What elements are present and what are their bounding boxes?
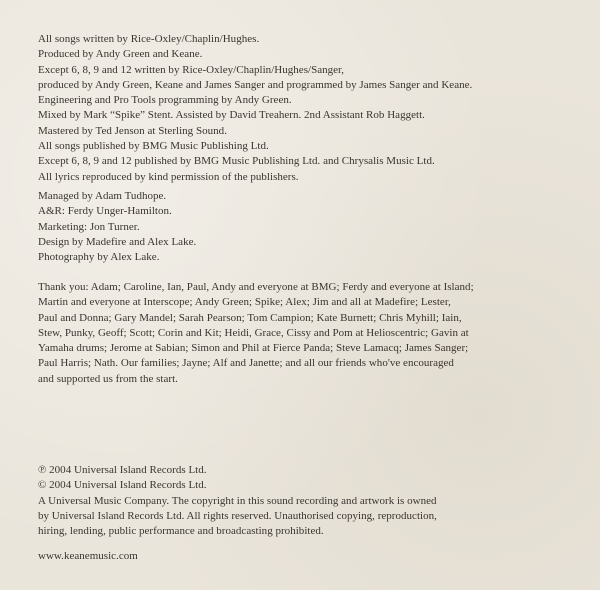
credit-line: All songs written by Rice-Oxley/Chaplin/Hughes. xyxy=(38,33,260,45)
copyright-notice xyxy=(38,463,586,539)
legal-line: ℗ 2004 Universal Island Records Ltd. xyxy=(38,464,207,476)
website-url xyxy=(38,549,586,564)
website-link: www.keanemusic.com xyxy=(38,550,138,562)
legal-line: by Universal Island Records Ltd. All rights reserved. Unauthorised copying, reproduction, xyxy=(38,509,437,522)
thanks-line: Thank you: Adam; Caroline, Ian, Paul, Andy and everyone at BMG; Ferdy and everyone at Island; xyxy=(38,281,474,293)
staff-credits xyxy=(38,189,586,265)
thanks-line: Yamaha drums; Jerome at Sabian; Simon and Phil at Fierce Panda; Steve Lamacq; James Sanger; xyxy=(38,342,469,355)
staff-line: Marketing: Jon Turner. xyxy=(38,220,140,233)
staff-line: A&R: Ferdy Unger-Hamilton. xyxy=(38,205,172,218)
thanks-line: Paul Harris; Nath. Our families; Jayne; Alf and Janette; and all our friends who've encouraged xyxy=(38,357,454,370)
credit-line: All lyrics reproduced by kind permission of the publishers. xyxy=(38,170,299,183)
thank-you-paragraph xyxy=(38,280,586,387)
thanks-line: and supported us from the start. xyxy=(38,372,178,385)
credit-line: Except 6, 8, 9 and 12 written by Rice-Oxley/Chaplin/Hughes/Sanger, xyxy=(38,63,345,76)
thanks-line: Stew, Punky, Geoff; Scott; Corin and Kit; Heidi, Grace, Cissy and Pom at Helioscentric; Gavin at xyxy=(38,326,469,339)
legal-line: © 2004 Universal Island Records Ltd. xyxy=(38,479,207,492)
production-credits xyxy=(38,32,586,185)
thanks-line: Paul and Donna; Gary Mandel; Sarah Pearson; Tom Campion; Kate Burnett; Chris Myhill; Iain, xyxy=(38,311,462,324)
staff-line: Design by Madefire and Alex Lake. xyxy=(38,235,197,248)
staff-line: Managed by Adam Tudhope. xyxy=(38,190,167,202)
thanks-line: Martin and everyone at Interscope; Andy Green; Spike; Alex; Jim and all at Madefire; Lester, xyxy=(38,296,451,309)
credit-line: Except 6, 8, 9 and 12 published by BMG Music Publishing Ltd. and Chrysalis Music Ltd. xyxy=(38,155,435,168)
credit-line: Mixed by Mark “Spike” Stent. Assisted by David Treahern. 2nd Assistant Rob Haggett. xyxy=(38,109,425,122)
legal-line: hiring, lending, public performance and broadcasting prohibited. xyxy=(38,525,324,538)
credit-line: produced by Andy Green, Keane and James Sanger and programmed by James Sanger and Keane. xyxy=(38,78,473,91)
credit-line: Produced by Andy Green and Keane. xyxy=(38,48,203,61)
credit-line: Mastered by Ted Jenson at Sterling Sound. xyxy=(38,124,227,137)
credit-line: All songs published by BMG Music Publishing Ltd. xyxy=(38,140,269,153)
staff-line: Photography by Alex Lake. xyxy=(38,251,160,264)
credit-line: Engineering and Pro Tools programming by Andy Green. xyxy=(38,94,292,107)
legal-line: A Universal Music Company. The copyright in this sound recording and artwork is owned xyxy=(38,494,437,507)
